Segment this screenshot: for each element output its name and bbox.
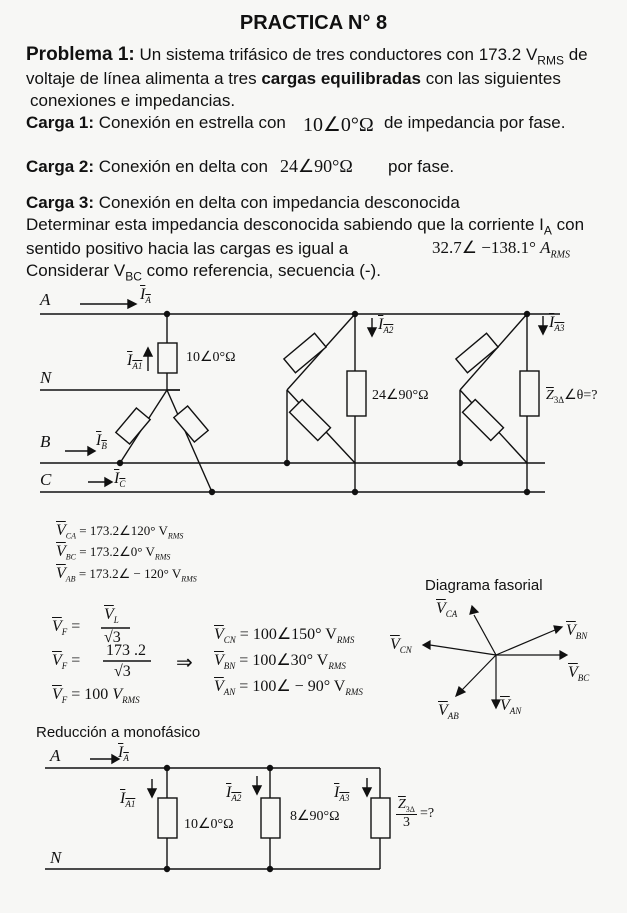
statement-line-5: sentido positivo hacia las cargas es igual a bbox=[26, 239, 349, 258]
voltage-symbol: $\overline{V}$ bbox=[52, 686, 62, 703]
voltage-equation: = 100∠30° V bbox=[235, 652, 329, 669]
voltage-symbol: $\overline{V}$ bbox=[390, 636, 400, 653]
unit-subscript: RMS bbox=[345, 687, 363, 698]
line-C-label: C bbox=[40, 470, 52, 489]
voltage-subscript: CA bbox=[65, 531, 77, 541]
page-title: PRACTICA N° 8 bbox=[239, 12, 388, 34]
carga-3-label: Carga 3: bbox=[26, 193, 95, 212]
voltage-equation: = 100∠150° V bbox=[235, 626, 337, 643]
statement-text: Conexión en delta con impedancia desconocida bbox=[94, 193, 460, 212]
subscript: BC bbox=[125, 269, 142, 284]
statement-text: Considerar V bbox=[26, 261, 126, 280]
current-symbol: I bbox=[140, 286, 146, 303]
voltage-symbol: $\overline{V}$ bbox=[214, 678, 224, 695]
unit-subscript: RMS bbox=[122, 695, 140, 706]
current-IA1-label bbox=[127, 352, 142, 371]
line-voltage-BC bbox=[56, 543, 170, 562]
phase-voltage-AN bbox=[214, 676, 363, 697]
statement-text: con bbox=[551, 215, 585, 234]
current-subscript: A2 bbox=[383, 325, 394, 336]
phasor-label-VAB bbox=[438, 702, 459, 721]
voltage-equation: = 173.2∠0° V bbox=[76, 544, 155, 559]
voltage-equation: = 100∠ − 90° V bbox=[235, 678, 346, 695]
z-symbol: $\overline{Z}$ bbox=[398, 797, 406, 812]
voltage-symbol: $\overline{V}$ bbox=[438, 702, 448, 719]
current-symbol: I bbox=[96, 432, 102, 449]
z-subscript: 3Δ bbox=[405, 804, 415, 814]
emphasis-text: cargas equilibradas bbox=[261, 69, 421, 88]
voltage-subscript: CN bbox=[223, 635, 236, 646]
voltage-symbol: $\overline{V}$ bbox=[566, 622, 576, 639]
voltage-symbol: $\overline{V}$ bbox=[500, 697, 510, 714]
unit-symbol: V bbox=[112, 686, 123, 703]
current-symbol: I bbox=[120, 790, 126, 807]
phase-voltage-CN bbox=[214, 624, 354, 645]
current-subscript: A3 bbox=[339, 793, 350, 804]
line-B-label: B bbox=[40, 432, 51, 451]
reduction-current-IA bbox=[118, 744, 129, 763]
voltage-symbol: $\overline{V}$ bbox=[56, 565, 66, 582]
unit-subscript: RMS bbox=[336, 635, 355, 646]
voltage-subscript: L bbox=[113, 615, 119, 626]
current-unit: A bbox=[540, 238, 551, 257]
voltage-subscript: AN bbox=[223, 687, 236, 698]
voltage-subscript: CN bbox=[399, 645, 412, 656]
statement-text: Conexión en estrella con bbox=[94, 113, 286, 132]
unit-subscript: RMS bbox=[537, 53, 564, 68]
z-subscript: 3Δ bbox=[553, 394, 565, 405]
current-subscript: A bbox=[123, 753, 129, 764]
load-1-impedance: 10∠0°Ω bbox=[186, 350, 236, 365]
unit-subscript: RMS bbox=[328, 661, 346, 672]
value-numerator: 173 .2 bbox=[106, 642, 146, 659]
reduction-current-IA2 bbox=[226, 784, 241, 803]
current-symbol: I bbox=[378, 316, 384, 333]
line-A-label: A bbox=[40, 290, 51, 309]
current-IC-label bbox=[114, 470, 125, 489]
voltage-symbol: $\overline{V}$ bbox=[568, 664, 578, 681]
line-N-label: N bbox=[40, 368, 52, 387]
problem-label: Problema 1: bbox=[26, 44, 135, 65]
line-voltage-AB bbox=[56, 565, 197, 584]
current-subscript: A1 bbox=[132, 361, 143, 372]
voltage-subscript: BC bbox=[577, 673, 590, 684]
carga-2-suffix: por fase. bbox=[388, 157, 455, 176]
voltage-subscript: AB bbox=[65, 574, 76, 584]
voltage-subscript: BN bbox=[575, 631, 588, 642]
statement-text: con las siguientes bbox=[421, 69, 561, 88]
result-value: = 100 bbox=[71, 686, 109, 703]
voltage-symbol: $\overline{V}$ bbox=[56, 543, 66, 560]
phasor-label-VBN bbox=[566, 622, 587, 641]
reduction-impedance-3 bbox=[396, 797, 417, 831]
statement-text: voltaje de línea alimenta a tres bbox=[26, 69, 262, 88]
voltage-subscript: F bbox=[61, 695, 68, 706]
current-subscript: A2 bbox=[231, 793, 242, 804]
voltage-equation: = 173.2∠ − 120° V bbox=[75, 566, 182, 581]
phasor-diagram-heading: Diagrama fasorial bbox=[425, 577, 543, 594]
phasor-label-VBC bbox=[568, 664, 589, 683]
carga-2-label: Carga 2: bbox=[26, 157, 95, 176]
voltage-equation: = 173.2∠120° V bbox=[76, 523, 168, 538]
vf-symbol-2: $\overline{V}_F$ = bbox=[52, 652, 81, 672]
voltage-subscript: F bbox=[61, 661, 68, 672]
current-IA2-label bbox=[378, 316, 393, 335]
current-symbol: I bbox=[226, 784, 232, 801]
reduction-line-A-label: A bbox=[50, 746, 61, 765]
vl-numerator bbox=[104, 606, 119, 625]
carga-1-suffix: de impedancia por fase. bbox=[384, 113, 566, 132]
current-symbol: I bbox=[549, 314, 555, 331]
voltage-symbol: $\overline{V}$ bbox=[56, 522, 66, 539]
subscript: A bbox=[543, 223, 552, 238]
current-IA3-label bbox=[549, 314, 564, 333]
voltage-symbol: $\overline{V}$ bbox=[52, 618, 62, 635]
phase-voltage-BN bbox=[214, 650, 346, 671]
reduction-unknown: =? bbox=[420, 806, 435, 821]
sqrt3-denominator: √3 bbox=[104, 629, 121, 646]
voltage-symbol: $\overline{V}$ bbox=[214, 652, 224, 669]
implies-arrow: ⇒ bbox=[176, 652, 193, 674]
current-subscript: C bbox=[119, 479, 126, 490]
voltage-subscript: BN bbox=[223, 661, 236, 672]
load-3-impedance bbox=[546, 387, 597, 405]
phasor-label-VAN bbox=[500, 697, 521, 716]
voltage-subscript: AB bbox=[447, 711, 459, 722]
current-subscript: B bbox=[101, 441, 107, 452]
current-subscript: A1 bbox=[125, 799, 136, 810]
sqrt3-denominator: √3 bbox=[114, 663, 131, 680]
load-2-impedance: 24∠90°Ω bbox=[372, 388, 429, 403]
vf-symbol-1: $\overline{V}_F$ = bbox=[52, 618, 81, 638]
carga-1-impedance: 10∠0°Ω bbox=[303, 114, 374, 136]
unit-subscript: RMS bbox=[181, 574, 197, 584]
current-magnitude: 32.7∠ −138.1° bbox=[432, 238, 536, 257]
voltage-subscript: F bbox=[61, 627, 68, 638]
current-symbol: I bbox=[334, 784, 340, 801]
voltage-symbol: $\overline{V}$ bbox=[214, 626, 224, 643]
voltage-subscript: CA bbox=[445, 609, 458, 620]
reduction-heading: Reducción a monofásico bbox=[36, 724, 201, 741]
z-denominator: 3 bbox=[402, 814, 410, 830]
carga-2-impedance: 24∠90°Ω bbox=[280, 156, 353, 176]
vf-result bbox=[52, 686, 140, 705]
statement-text: de bbox=[563, 45, 588, 64]
phasor-label-VCA bbox=[436, 600, 457, 619]
phasor-label-VCN bbox=[390, 636, 412, 655]
unit-subscript: RMS bbox=[154, 552, 171, 562]
statement-text: Un sistema trifásico de tres conductores con 173.2 V bbox=[134, 45, 538, 64]
voltage-subscript: AN bbox=[509, 706, 522, 717]
voltage-symbol: $\overline{V}$ bbox=[52, 652, 62, 669]
voltage-symbol: $\overline{V}$ bbox=[104, 606, 114, 623]
carga-1-label: Carga 1: bbox=[26, 113, 95, 132]
current-IB-label bbox=[96, 432, 107, 451]
current-subscript: A bbox=[145, 295, 151, 306]
reduction-impedance-2: 8∠90°Ω bbox=[290, 809, 340, 824]
statement-text: como referencia, secuencia (-). bbox=[141, 261, 381, 280]
current-symbol: I bbox=[114, 470, 120, 487]
statement-line-3: conexiones e impedancias. bbox=[30, 91, 236, 110]
reduction-impedance-1: 10∠0°Ω bbox=[184, 817, 234, 832]
z-unknown: ∠θ=? bbox=[564, 388, 598, 403]
statement-text: Conexión en delta con bbox=[94, 157, 268, 176]
reduction-current-IA1 bbox=[120, 790, 135, 809]
current-symbol: I bbox=[118, 744, 124, 761]
line-voltage-CA bbox=[56, 522, 183, 541]
unit-subscript: RMS bbox=[550, 249, 570, 261]
statement-text: Determinar esta impedancia desconocida sabiendo que la corriente I bbox=[26, 215, 544, 234]
unit-subscript: RMS bbox=[167, 531, 184, 541]
voltage-subscript: BC bbox=[65, 552, 77, 562]
current-subscript: A3 bbox=[554, 323, 565, 334]
current-symbol: I bbox=[127, 352, 133, 369]
reduction-current-IA3 bbox=[334, 784, 349, 803]
z-symbol: $\overline{Z}$ bbox=[546, 388, 554, 403]
voltage-symbol: $\overline{V}$ bbox=[436, 600, 446, 617]
current-IA-label bbox=[140, 286, 151, 305]
reduction-line-N-label: N bbox=[50, 848, 62, 867]
